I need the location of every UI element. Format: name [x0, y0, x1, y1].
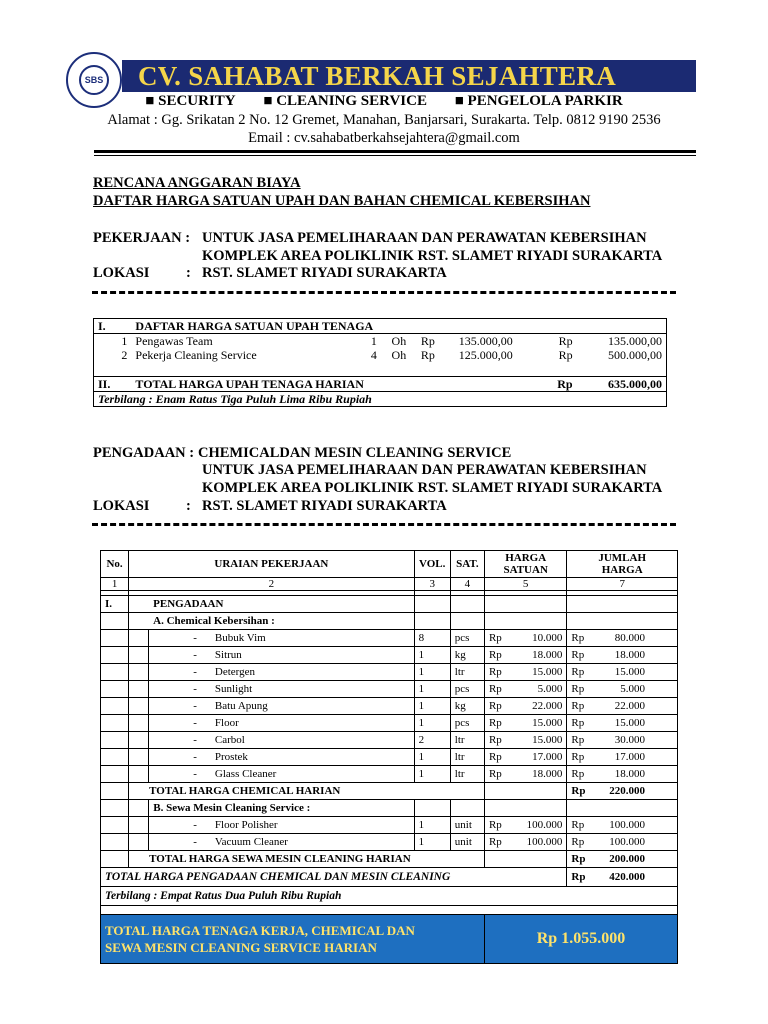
- item-total-rp: Rp: [571, 768, 585, 780]
- item-price: 15.000: [532, 666, 563, 678]
- lokasi-value: RST. SLAMET RIYADI SURAKARTA: [202, 265, 447, 281]
- sub-b-title: B. Sewa Mesin Cleaning Service :: [149, 800, 414, 817]
- pengadaan-line-1: CHEMICALDAN MESIN CLEANING SERVICE: [198, 445, 512, 461]
- item-price-rp: Rp: [488, 734, 502, 746]
- upah-row-rp: Rp: [420, 348, 435, 362]
- item-indent-cell: [129, 749, 149, 766]
- item-vol: 1: [414, 647, 450, 664]
- pengadaan-line-2: UNTUK JASA PEMELIHARAAN DAN PERAWATAN KEBERSIHAN: [202, 462, 647, 478]
- pengadaan-line-3: KOMPLEK AREA POLIKLINIK RST. SLAMET RIYADI SURAKARTA: [202, 480, 663, 496]
- pengadaan-label: PENGADAAN :: [93, 445, 195, 461]
- item-price-cell: [484, 715, 566, 732]
- item-total: 15.000: [614, 717, 645, 729]
- item-total-cell: [567, 817, 678, 834]
- terbilang-row: [101, 887, 678, 906]
- item-dash: -: [193, 734, 197, 746]
- logo-text: SBS: [79, 65, 109, 95]
- item-sat: kg: [450, 698, 484, 715]
- item-price: 22.000: [532, 700, 563, 712]
- item-price-cell: [484, 630, 566, 647]
- item-row: [101, 715, 678, 732]
- item-total-cell: [567, 732, 678, 749]
- mesin-total-rp: Rp: [571, 853, 586, 865]
- mesin-total-cell: [567, 851, 678, 868]
- company-address: Alamat : Gg. Srikatan 2 No. 12 Gremet, Manahan, Banjarsari, Surakarta. Telp. 0812 9190 2536: [107, 112, 661, 128]
- upah-row-total: 135.000,00: [608, 334, 662, 348]
- upah-section-row: [94, 319, 667, 334]
- item-total-rp: Rp: [571, 632, 585, 644]
- chem-total-row: [101, 783, 678, 800]
- item-price-rp: Rp: [488, 649, 502, 661]
- item-name-cell: [149, 681, 414, 698]
- doc-title-1: RENCANA ANGGARAN BIAYA: [93, 175, 301, 191]
- item-price-cell: [484, 766, 566, 783]
- item-name-cell: [149, 749, 414, 766]
- upah-total-value: 635.000,00: [608, 377, 662, 391]
- upah-row-name: Pekerja Cleaning Service: [135, 348, 257, 362]
- dashed-divider: [92, 291, 676, 294]
- upah-total-row: [94, 377, 667, 392]
- item-price-rp: Rp: [488, 700, 502, 712]
- item-row: [101, 681, 678, 698]
- item-vol: 2: [414, 732, 450, 749]
- service-parkir: ■ PENGELOLA PARKIR: [454, 93, 623, 109]
- item-dash: -: [193, 751, 197, 763]
- item-total: 100.000: [609, 819, 645, 831]
- rab-section-row: [101, 596, 678, 613]
- item-total: 15.000: [614, 666, 645, 678]
- upah-row-price: 135.000,00: [458, 334, 513, 348]
- item-sat: pcs: [450, 630, 484, 647]
- item-row: [101, 732, 678, 749]
- item-total: 22.000: [614, 700, 645, 712]
- item-price: 10.000: [532, 632, 563, 644]
- item-sat: pcs: [450, 681, 484, 698]
- rab-spacer-2: [101, 906, 678, 915]
- chem-rows: [101, 630, 678, 783]
- grand-total-label: TOTAL HARGA PENGADAAN CHEMICAL DAN MESIN CLEANING: [101, 868, 567, 887]
- item-total: 100.000: [609, 836, 645, 848]
- item-vol: 1: [414, 715, 450, 732]
- item-price-cell: [484, 749, 566, 766]
- upah-row-price: 125.000,00: [458, 348, 513, 362]
- item-sat: kg: [450, 647, 484, 664]
- item-price-cell: [484, 647, 566, 664]
- item-price-cell: [484, 732, 566, 749]
- upah-section-title: DAFTAR HARGA SATUAN UPAH TENAGA: [135, 319, 374, 333]
- header-uraian: URAIAN PEKERJAAN: [129, 551, 414, 578]
- item-price-rp: Rp: [488, 836, 502, 848]
- upah-total-label: TOTAL HARGA UPAH TENAGA HARIAN: [135, 377, 364, 391]
- item-name-cell: [149, 715, 414, 732]
- rab-header-row: [101, 551, 678, 578]
- mesin-rows: [101, 817, 678, 851]
- colnum: 5: [484, 578, 566, 591]
- item-name: Batu Apung: [214, 700, 268, 712]
- item-vol: 1: [414, 749, 450, 766]
- chem-total-cell: [567, 783, 678, 800]
- item-row: [101, 647, 678, 664]
- item-no-cell: [101, 715, 129, 732]
- item-total-cell: [567, 647, 678, 664]
- item-total-cell: [567, 766, 678, 783]
- service-cleaning: ■ CLEANING SERVICE: [263, 93, 427, 109]
- item-total-rp: Rp: [571, 717, 585, 729]
- upah-table: [93, 318, 667, 407]
- item-price: 18.000: [532, 649, 563, 661]
- upah-row-unit: Oh: [391, 334, 407, 348]
- item-price-cell: [484, 664, 566, 681]
- item-price: 17.000: [532, 751, 563, 763]
- item-indent-cell: [129, 681, 149, 698]
- grand-total-rp: Rp: [571, 871, 586, 883]
- item-price: 15.000: [532, 734, 563, 746]
- item-indent-cell: [129, 698, 149, 715]
- item-name-cell: [149, 732, 414, 749]
- upah-terbilang: Terbilang : Enam Ratus Tiga Puluh Lima Ribu Rupiah: [98, 392, 372, 406]
- item-name: Glass Cleaner: [214, 768, 277, 780]
- item-name: Carbol: [214, 734, 245, 746]
- pekerjaan-line-2: KOMPLEK AREA POLIKLINIK RST. SLAMET RIYADI SURAKARTA: [202, 248, 663, 264]
- section-title: PENGADAAN: [129, 596, 414, 613]
- item-price-rp: Rp: [488, 768, 502, 780]
- item-name-cell: [149, 698, 414, 715]
- item-total: 5.000: [620, 683, 645, 695]
- item-total-rp: Rp: [571, 683, 585, 695]
- item-no-cell: [101, 630, 129, 647]
- final-total-value: Rp 1.055.000: [484, 915, 677, 964]
- item-total-rp: Rp: [571, 649, 585, 661]
- item-price-cell: [484, 698, 566, 715]
- item-name: Sunlight: [214, 683, 253, 695]
- item-vol: 1: [414, 698, 450, 715]
- company-email: Email : cv.sahabatberkahsejahtera@gmail.com: [248, 130, 520, 146]
- item-total: 80.000: [614, 632, 645, 644]
- item-vol: 1: [414, 681, 450, 698]
- item-vol: 8: [414, 630, 450, 647]
- item-no-cell: [101, 749, 129, 766]
- item-price-rp: Rp: [488, 717, 502, 729]
- upah-row-rp2: Rp: [558, 334, 573, 348]
- chem-total-label: TOTAL HARGA CHEMICAL HARIAN: [129, 783, 485, 800]
- item-sat: ltr: [450, 749, 484, 766]
- item-price: 100.000: [526, 836, 563, 848]
- item-name: Sitrun: [214, 649, 242, 661]
- item-no-cell: [101, 681, 129, 698]
- item-vol: 1: [414, 664, 450, 681]
- item-total-cell: [567, 834, 678, 851]
- rab-sub-a-row: [101, 613, 678, 630]
- item-no-cell: [101, 817, 129, 834]
- item-price: 100.000: [526, 819, 563, 831]
- item-no-cell: [101, 647, 129, 664]
- item-indent-cell: [129, 817, 149, 834]
- item-dash: -: [193, 717, 197, 729]
- item-name: Prostek: [214, 751, 248, 763]
- item-price-rp: Rp: [488, 683, 502, 695]
- item-vol: 1: [414, 834, 450, 851]
- header-divider-thin: [94, 155, 696, 156]
- upah-row: [94, 334, 667, 349]
- upah-row-unit: Oh: [391, 348, 407, 362]
- company-name: CV. SAHABAT BERKAH SEJAHTERA: [138, 61, 617, 91]
- upah-total-rp: Rp: [557, 377, 573, 391]
- grand-total-cell: [567, 868, 678, 887]
- item-total-rp: Rp: [571, 666, 585, 678]
- chem-total-rp: Rp: [571, 785, 586, 797]
- item-name-cell: [149, 647, 414, 664]
- item-price-cell: [484, 817, 566, 834]
- upah-spacer: [94, 362, 667, 377]
- lokasi-label-2: LOKASI: [93, 498, 150, 514]
- lokasi-value-2: RST. SLAMET RIYADI SURAKARTA: [202, 498, 447, 514]
- item-sat: unit: [450, 834, 484, 851]
- mesin-total-row: [101, 851, 678, 868]
- final-label-line-1: TOTAL HARGA TENAGA KERJA, CHEMICAL DAN: [105, 923, 415, 938]
- item-no-cell: [101, 766, 129, 783]
- item-indent-cell: [129, 766, 149, 783]
- header-vol: VOL.: [414, 551, 450, 578]
- item-sat: unit: [450, 817, 484, 834]
- item-no-cell: [101, 834, 129, 851]
- item-row: [101, 630, 678, 647]
- item-price: 15.000: [532, 717, 563, 729]
- upah-section-no: I.: [98, 319, 106, 333]
- item-indent-cell: [129, 732, 149, 749]
- header-divider-thick: [94, 150, 696, 153]
- upah-terbilang-row: [94, 392, 667, 407]
- item-total-cell: [567, 630, 678, 647]
- rab-table: [100, 550, 678, 964]
- upah-total-no: II.: [98, 377, 111, 391]
- upah-row-no: 2: [121, 348, 128, 362]
- item-price-rp: Rp: [488, 751, 502, 763]
- colnum: 1: [101, 578, 129, 591]
- item-dash: -: [193, 649, 197, 661]
- item-price-rp: Rp: [488, 819, 502, 831]
- item-total-rp: Rp: [571, 751, 585, 763]
- item-name-cell: [149, 834, 414, 851]
- item-sat: ltr: [450, 664, 484, 681]
- item-indent-cell: [129, 664, 149, 681]
- item-price-rp: Rp: [488, 632, 502, 644]
- item-row: [101, 749, 678, 766]
- item-name-cell: [149, 766, 414, 783]
- item-total-rp: Rp: [571, 819, 585, 831]
- mesin-total-value: 200.000: [609, 853, 645, 865]
- item-price: 18.000: [532, 768, 563, 780]
- item-row: [101, 698, 678, 715]
- item-vol: 1: [414, 817, 450, 834]
- item-vol: 1: [414, 766, 450, 783]
- item-name: Floor Polisher: [214, 819, 278, 831]
- service-security: ■ SECURITY: [145, 93, 236, 109]
- upah-row: [94, 348, 667, 362]
- item-total: 18.000: [614, 649, 645, 661]
- final-total-row: [101, 915, 678, 964]
- pekerjaan-line-1: UNTUK JASA PEMELIHARAAN DAN PERAWATAN KEBERSIHAN: [202, 230, 647, 246]
- pekerjaan-label: PEKERJAAN :: [93, 230, 191, 246]
- item-total-cell: [567, 715, 678, 732]
- grand-total-row: [101, 868, 678, 887]
- header-harga-satuan: HARGA SATUAN: [484, 551, 566, 578]
- dashed-divider-2: [92, 523, 676, 526]
- item-dash: -: [193, 768, 197, 780]
- item-dash: -: [193, 683, 197, 695]
- item-row: [101, 817, 678, 834]
- item-total: 18.000: [614, 768, 645, 780]
- rab-sub-b-row: [101, 800, 678, 817]
- lokasi-label: LOKASI: [93, 265, 150, 281]
- rab-terbilang: Terbilang : Empat Ratus Dua Puluh Ribu Rupiah: [101, 887, 678, 906]
- final-total-label: [101, 915, 485, 964]
- header-sat: SAT.: [450, 551, 484, 578]
- item-total-rp: Rp: [571, 734, 585, 746]
- upah-row-rp2: Rp: [558, 348, 573, 362]
- upah-row-qty: 4: [370, 348, 377, 362]
- header-no: No.: [101, 551, 129, 578]
- lokasi-colon: :: [186, 265, 191, 281]
- mesin-total-label: TOTAL HARGA SEWA MESIN CLEANING HARIAN: [129, 851, 485, 868]
- item-total-cell: [567, 664, 678, 681]
- item-row: [101, 834, 678, 851]
- item-name: Detergen: [214, 666, 256, 678]
- item-sat: ltr: [450, 766, 484, 783]
- item-row: [101, 664, 678, 681]
- colnum: 4: [450, 578, 484, 591]
- item-indent-cell: [129, 715, 149, 732]
- item-name: Bubuk Vim: [214, 632, 266, 644]
- item-price: 5.000: [537, 683, 563, 695]
- services-line: [0, 92, 768, 110]
- header-jumlah-harga: JUMLAH HARGA: [567, 551, 678, 578]
- item-name: Floor: [214, 717, 239, 729]
- item-row: [101, 766, 678, 783]
- item-dash: -: [193, 666, 197, 678]
- item-name: Vacuum Cleaner: [214, 836, 288, 848]
- lokasi-colon-2: :: [186, 498, 191, 514]
- item-total-cell: [567, 681, 678, 698]
- item-name-cell: [149, 630, 414, 647]
- item-sat: ltr: [450, 732, 484, 749]
- chem-total-value: 220.000: [609, 785, 645, 797]
- rab-colnum-row: [101, 578, 678, 591]
- section-no: I.: [101, 596, 129, 613]
- item-sat: pcs: [450, 715, 484, 732]
- upah-row-total: 500.000,00: [608, 348, 662, 362]
- item-total: 30.000: [614, 734, 645, 746]
- item-total-cell: [567, 749, 678, 766]
- item-total: 17.000: [614, 751, 645, 763]
- item-indent-cell: [129, 647, 149, 664]
- item-price-cell: [484, 681, 566, 698]
- colnum: 2: [129, 578, 414, 591]
- upah-row-no: 1: [121, 334, 128, 348]
- colnum: 3: [414, 578, 450, 591]
- item-dash: -: [193, 819, 197, 831]
- item-no-cell: [101, 732, 129, 749]
- item-dash: -: [193, 700, 197, 712]
- sub-a-title: A. Chemical Kebersihan :: [129, 613, 414, 630]
- item-price-rp: Rp: [488, 666, 502, 678]
- item-total-rp: Rp: [571, 836, 585, 848]
- item-no-cell: [101, 698, 129, 715]
- item-dash: -: [193, 836, 197, 848]
- item-no-cell: [101, 664, 129, 681]
- item-name-cell: [149, 664, 414, 681]
- doc-title-2: DAFTAR HARGA SATUAN UPAH DAN BAHAN CHEMICAL KEBERSIHAN: [93, 193, 591, 209]
- upah-row-name: Pengawas Team: [135, 334, 213, 348]
- upah-row-qty: 1: [370, 334, 377, 348]
- item-name-cell: [149, 817, 414, 834]
- item-indent-cell: [129, 630, 149, 647]
- colnum: 7: [567, 578, 678, 591]
- grand-total-value: 420.000: [609, 871, 645, 883]
- item-price-cell: [484, 834, 566, 851]
- final-label-line-2: SEWA MESIN CLEANING SERVICE HARIAN: [105, 940, 377, 955]
- item-total-cell: [567, 698, 678, 715]
- item-dash: -: [193, 632, 197, 644]
- item-indent-cell: [129, 834, 149, 851]
- item-total-rp: Rp: [571, 700, 585, 712]
- upah-row-rp: Rp: [420, 334, 435, 348]
